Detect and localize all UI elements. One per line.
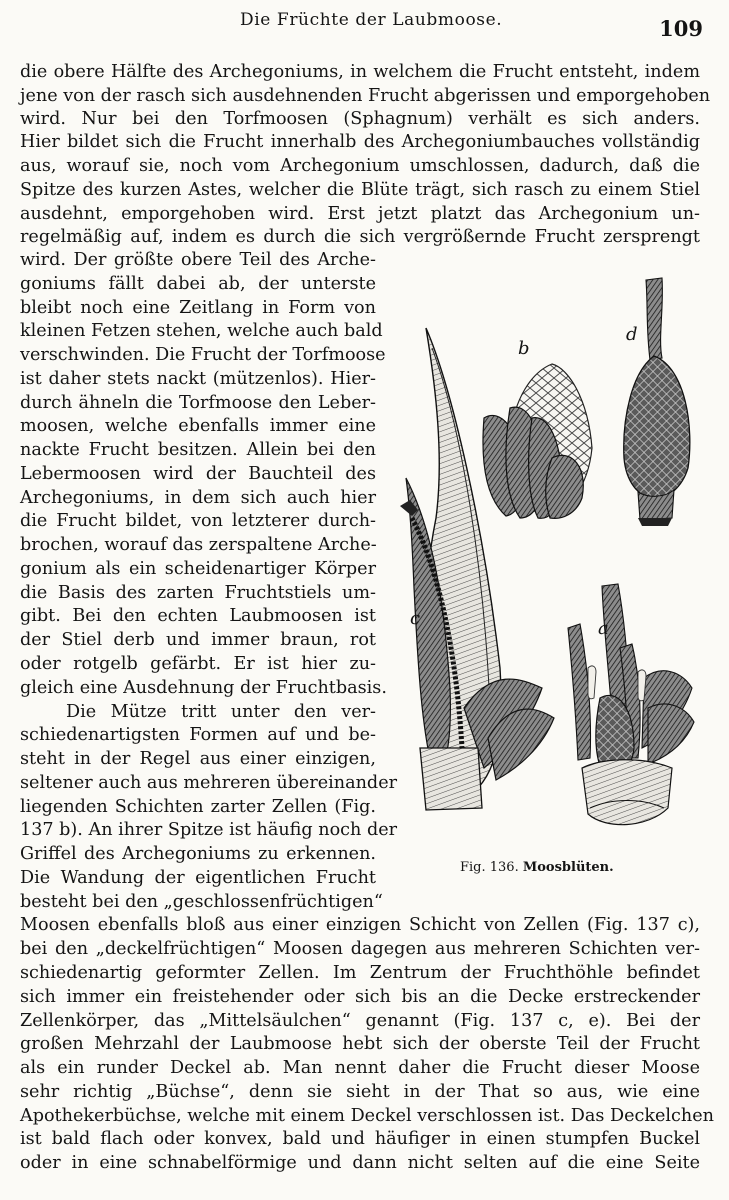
text-line: gibt. Bei den echten Laubmoosen ist [20,606,376,626]
text-line: goniums fällt dabei ab, der unterste [20,274,376,294]
text-line: moosen, welche ebenfalls immer eine [20,416,376,436]
figure-caption-title: Moosblüten. [522,860,614,875]
figure-b-drawing [483,364,592,518]
text-line: oder in eine schnabelförmige und dann nicht selten auf die eine Seite [20,1153,700,1173]
text-line: Lebermoosen wird der Bauchteil des [20,464,376,484]
figure-label-b: b [518,338,530,359]
text-line: regelmäßig auf, indem es durch die sich vergrößernde Frucht zersprengt [20,227,700,247]
figure-d-drawing [624,278,690,526]
text-line: bleibt noch eine Zeitlang in Form von [20,298,376,318]
page-header [0,10,729,44]
text-line: durch ähneln die Torfmoose den Leber- [20,393,376,413]
text-line: schiedenartig geformter Zellen. Im Zentrum der Fruchthöhle befindet [20,963,700,983]
figure-label-d: d [626,324,638,345]
figure-label-c: c [410,608,421,629]
text-line: oder rotgelb gefärbt. Er ist hier zu- [20,654,376,674]
figure-caption [460,860,614,875]
text-line: kleinen Fetzen stehen, welche auch bald [20,321,383,341]
moss-flower-illustration [392,268,714,868]
text-line: nackte Frucht besitzen. Allein bei den [20,440,376,460]
page-number: 109 [659,16,703,41]
text-line: Spitze des kurzen Astes, welcher die Blüte trägt, sich rasch zu einem Stiel [20,180,700,200]
text-line: der Stiel derb und immer braun, rot [20,630,376,650]
text-line: ist bald flach oder konvex, bald und häufiger in einen stumpfen Buckel [20,1129,700,1149]
figure-caption-label: Fig. 136. [460,860,519,875]
text-line: ist daher stets nackt (mützenlos). Hier- [20,369,376,389]
figure-label-a: a [598,618,609,639]
text-line: aus, worauf sie, noch vom Archegonium umschlossen, dadurch, daß die [20,156,700,176]
running-title: Die Früchte der Laubmoose. [240,10,503,30]
text-line: jene von der rasch sich ausdehnenden Frucht abgerissen und emporgehoben [20,86,711,106]
text-line: Zellenkörper, das „Mittelsäulchen“ genannt (Fig. 137 c, e). Bei der [20,1011,700,1031]
text-line: verschwinden. Die Frucht der Torfmoose [20,345,386,365]
text-line: sehr richtig „Büchse“, denn sie sieht in der That so aus, wie eine [20,1082,700,1102]
text-line: liegenden Schichten zarter Zellen (Fig. [20,797,376,817]
text-line: die Frucht bildet, von letzterer durch- [20,511,376,531]
text-line: sich immer ein freistehender oder sich bis an die Decke erstreckender [20,987,700,1007]
text-line: Archegoniums, in dem sich auch hier [20,488,376,508]
text-line: Die Wandung der eigentlichen Frucht [20,868,376,888]
engraving-drawing [392,268,714,868]
figure-a-drawing [568,584,694,825]
text-line: bei den „deckelfrüchtigen“ Moosen dagegen aus mehreren Schichten ver- [20,939,700,959]
text-line: ausdehnt, emporgehoben wird. Erst jetzt platzt das Archegonium un- [20,204,700,224]
text-line: Griffel des Archegoniums zu erkennen. [20,844,376,864]
text-line: schiedenartigsten Formen auf und be- [20,725,376,745]
text-line: gonium als ein scheidenartiger Körper [20,559,376,579]
text-line: als ein runder Deckel ab. Man nennt daher die Frucht dieser Moose [20,1058,700,1078]
text-line: seltener auch aus mehreren übereinander [20,773,398,793]
text-line: die Basis des zarten Fruchtstiels um- [20,583,376,603]
text-line: die obere Hälfte des Archegoniums, in welchem die Frucht entsteht, indem [20,62,700,82]
text-line: brochen, worauf das zerspaltene Arche- [20,535,377,555]
text-line: wird. Der größte obere Teil des Arche- [20,250,376,270]
text-line: steht in der Regel aus einer einzigen, [20,749,376,769]
text-line: großen Mehrzahl der Laubmoose hebt sich der oberste Teil der Frucht [20,1034,700,1054]
text-line: 137 b). An ihrer Spitze ist häufig noch der [20,820,398,840]
text-line: Hier bildet sich die Frucht innerhalb des Archegoniumbauches vollständig [20,132,700,152]
text-line: besteht bei den „geschlossenfrüchtigen“ [20,892,383,912]
text-line: gleich eine Ausdehnung der Fruchtbasis. [20,678,387,698]
text-line: Apothekerbüchse, welche mit einem Deckel verschlossen ist. Das Deckelchen [20,1106,714,1126]
text-line: Die Mütze tritt unter den ver- [66,702,376,722]
text-line: Moosen ebenfalls bloß aus einer einzigen Schicht von Zellen (Fig. 137 c), [20,915,700,935]
text-line: wird. Nur bei den Torfmoosen (Sphagnum) verhält es sich anders. [20,109,700,129]
